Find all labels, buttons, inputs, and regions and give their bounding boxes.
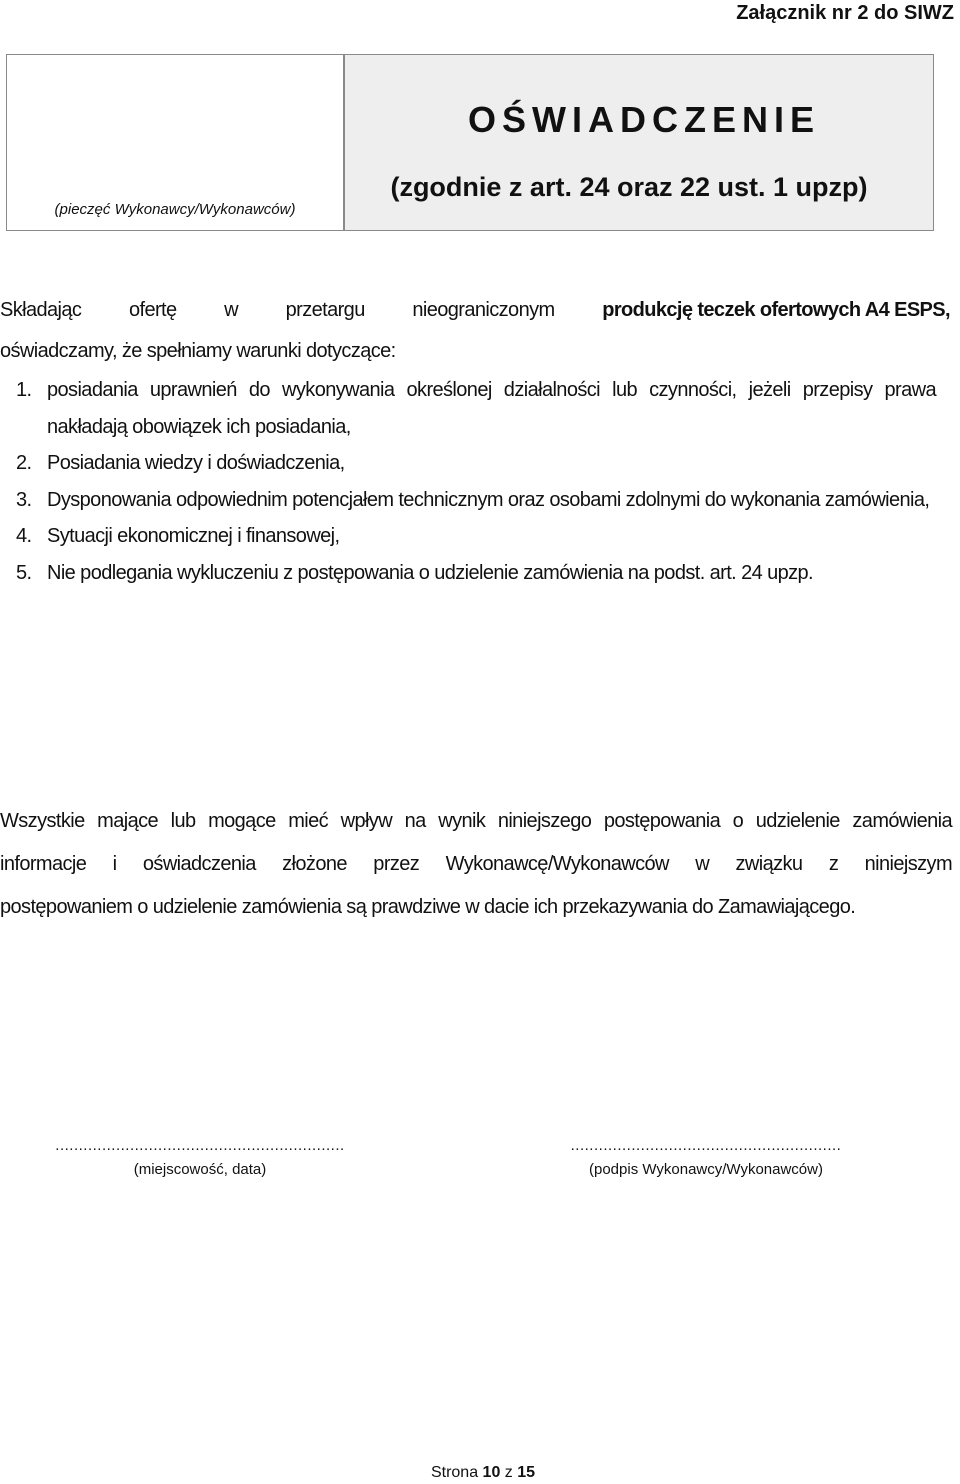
place-date-signature <box>0 1137 400 1178</box>
stamp-cell <box>7 55 345 230</box>
intro-paragraph <box>0 290 950 372</box>
closing-line-2: informacje i oświadczenia złożone przez Wykonawcę/Wykonawców w związku z niniejszym <box>0 853 952 875</box>
list-item-text: Dysponowania odpowiednim potencjałem technicznym oraz osobami zdolnymi do wykonania zamówienia, <box>47 488 930 511</box>
list-item <box>16 372 936 445</box>
list-item <box>16 555 936 592</box>
list-item <box>16 445 936 482</box>
list-number: 3. <box>16 488 32 511</box>
closing-statement <box>0 800 952 929</box>
header-table <box>6 54 934 231</box>
contractor-signature-label: (podpis Wykonawcy/Wykonawców) <box>589 1161 823 1178</box>
conditions-list <box>16 372 936 591</box>
closing-line-3: postępowaniem o udzielenie zamówienia są prawdziwe w dacie ich przekazywania do Zamawiającego. <box>0 896 856 918</box>
dotted-line: .......................................................... <box>570 1137 842 1154</box>
closing-line-1: Wszystkie mające lub mogące mieć wpływ na wynik niniejszego postępowania o udzielenie zamówienia <box>0 810 952 832</box>
intro-word: w <box>224 299 238 321</box>
intro-word: ofertę <box>128 299 177 321</box>
list-number: 2. <box>16 452 32 474</box>
list-item-text: posiadania uprawnień do wykonywania określonej działalności lub czynności, jeżeli przepisy prawa nakładają obowiązek ich posiadania, <box>47 379 936 438</box>
list-item <box>16 482 936 519</box>
intro-word: przetargu <box>285 299 365 321</box>
list-item-text: Nie podlegania wykluczeniu z postępowania o udzielenie zamówienia na podst. art. 24 upzp. <box>47 561 814 584</box>
list-number: 1. <box>16 379 32 401</box>
page-footer <box>0 1464 960 1482</box>
list-item <box>16 518 936 555</box>
list-number: 4. <box>16 525 32 547</box>
contractor-signature <box>512 1137 900 1178</box>
title-cell <box>345 55 933 230</box>
place-date-label: (miejscowość, data) <box>133 1161 267 1178</box>
document-subtitle: (zgodnie z art. 24 oraz 22 ust. 1 upzp) <box>390 172 868 202</box>
document-title: OŚWIADCZENIE <box>467 99 820 140</box>
intro-word: nieograniczonym <box>412 299 555 321</box>
subject-of-tender: produkcję teczek ofertowych A4 ESPS, <box>602 299 950 321</box>
annex-label: Załącznik nr 2 do SIWZ <box>736 2 954 24</box>
intro-line-1 <box>0 290 950 331</box>
stamp-label: (pieczęć Wykonawcy/Wykonawców) <box>54 201 296 218</box>
list-item-text: Sytuacji ekonomicznej i finansowej, <box>47 525 340 547</box>
list-number: 5. <box>16 561 32 584</box>
dotted-line: .............................................................. <box>55 1137 345 1154</box>
footer-prefix: Strona <box>430 1464 479 1481</box>
intro-line-2: oświadczamy, że spełniamy warunki dotyczące: <box>0 340 396 362</box>
list-item-text: Posiadania wiedzy i doświadczenia, <box>47 452 345 474</box>
total-pages-number: 15 <box>517 1464 536 1481</box>
footer-separator: z <box>504 1464 513 1481</box>
current-page-number: 10 <box>482 1464 501 1481</box>
intro-word: Składając <box>0 299 82 321</box>
